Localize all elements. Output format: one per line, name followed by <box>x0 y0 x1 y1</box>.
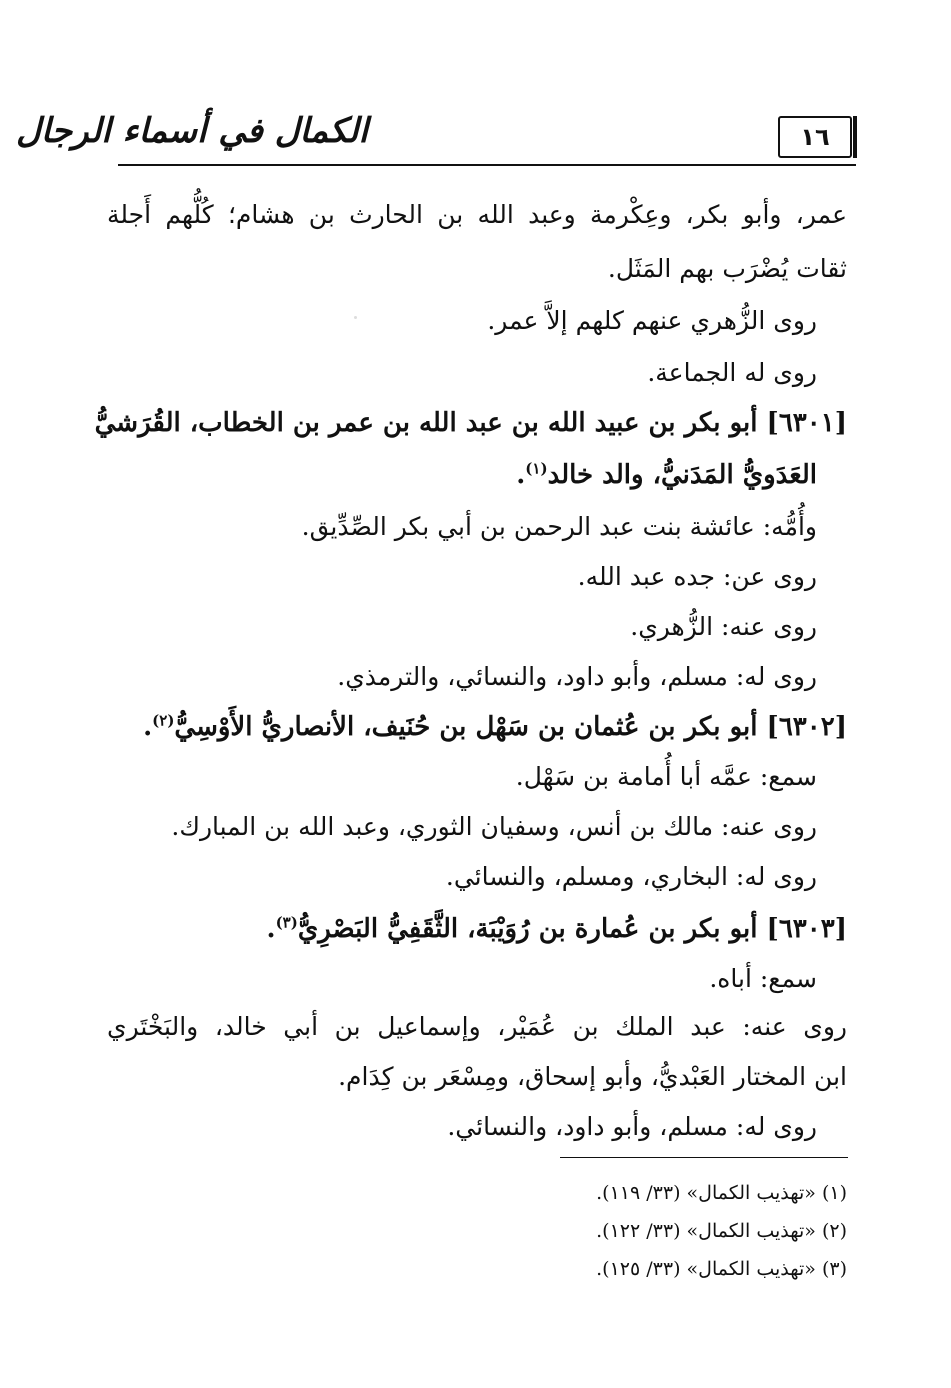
text-line: روى له: مسلم، وأبو داود، والنسائي. <box>447 1112 817 1141</box>
scan-speck <box>354 316 357 319</box>
text-line: وأُمُّه: عائشة بنت عبد الرحمن بن أبي بكر الصِّدِّيق. <box>301 512 817 541</box>
text-line: سمع: عمَّه أبا أُمامة بن سَهْل. <box>515 762 817 791</box>
footnote-divider <box>560 1157 848 1158</box>
text-line: روى عنه: عبد الملك بن عُمَيْر، وإسماعيل بن أبي خالد، والبَخْتَري <box>107 1012 847 1041</box>
text-line: عمر، وأبو بكر، وعِكْرمة وعبد الله بن الحارث بن هشام؛ كُلُّهم أَجلة <box>107 200 847 229</box>
text-line: سمع: أباه. <box>709 964 817 993</box>
text-line: روى عنه: مالك بن أنس، وسفيان الثوري، وعبد الله بن المبارك. <box>171 812 817 841</box>
header-divider <box>118 164 856 166</box>
entry-heading-6301-cont: العَدَويُّ المَدَنيُّ، والد خالد$^{(١)}$. <box>516 459 817 490</box>
footnote-3: (٣) «تهذيب الكمال» (٣٣/ ١٢٥). <box>596 1258 847 1280</box>
text-line: روى له: مسلم، وأبو داود، والنسائي، والترمذي. <box>337 662 817 691</box>
text-line: روى له: البخاري، ومسلم، والنسائي. <box>445 862 817 891</box>
page-number: ١٦ <box>778 116 852 158</box>
entry-heading-6302: [٦٣٠٢] أبو بكر بن عُثمان بن سَهْل بن حُنَيف، الأنصاريُّ الأَوْسِيُّ$^{(٢)}$. <box>143 711 847 742</box>
footnote-ref-1: (١) <box>525 459 548 478</box>
text-line: ابن المختار العَبْديُّ، وأبو إسحاق، ومِسْعَر بن كِدَام. <box>338 1062 847 1091</box>
text-line: ثقات يُضْرَب بهم المَثَل. <box>607 254 847 283</box>
text-line: روى الزُّهري عنهم كلهم إلاَّ عمر. <box>487 306 817 335</box>
running-header-title: الكمال في أسماء الرجال <box>16 111 368 151</box>
entry-heading-6301: [٦٣٠١] أبو بكر بن عبيد الله بن عبد الله بن عمر بن الخطاب، القُرَشيُّ <box>94 408 847 438</box>
text-line: روى له الجماعة. <box>647 358 817 387</box>
footnote-2: (٢) «تهذيب الكمال» (٣٣/ ١٢٢). <box>596 1220 847 1242</box>
footnote-ref-2: (٢) <box>152 711 175 730</box>
text-line: روى عنه: الزُّهري. <box>630 612 817 641</box>
entry-heading-6303: [٦٣٠٣] أبو بكر بن عُمارة بن رُوَيْبَة، الثَّقَفِيُّ البَصْرِيُّ$^{(٣)}$. <box>266 913 847 944</box>
footnote-1: (١) «تهذيب الكمال» (٣٣/ ١١٩). <box>596 1182 847 1204</box>
footnote-ref-3: (٣) <box>275 913 298 932</box>
text-line: روى عن: جده عبد الله. <box>577 562 817 591</box>
